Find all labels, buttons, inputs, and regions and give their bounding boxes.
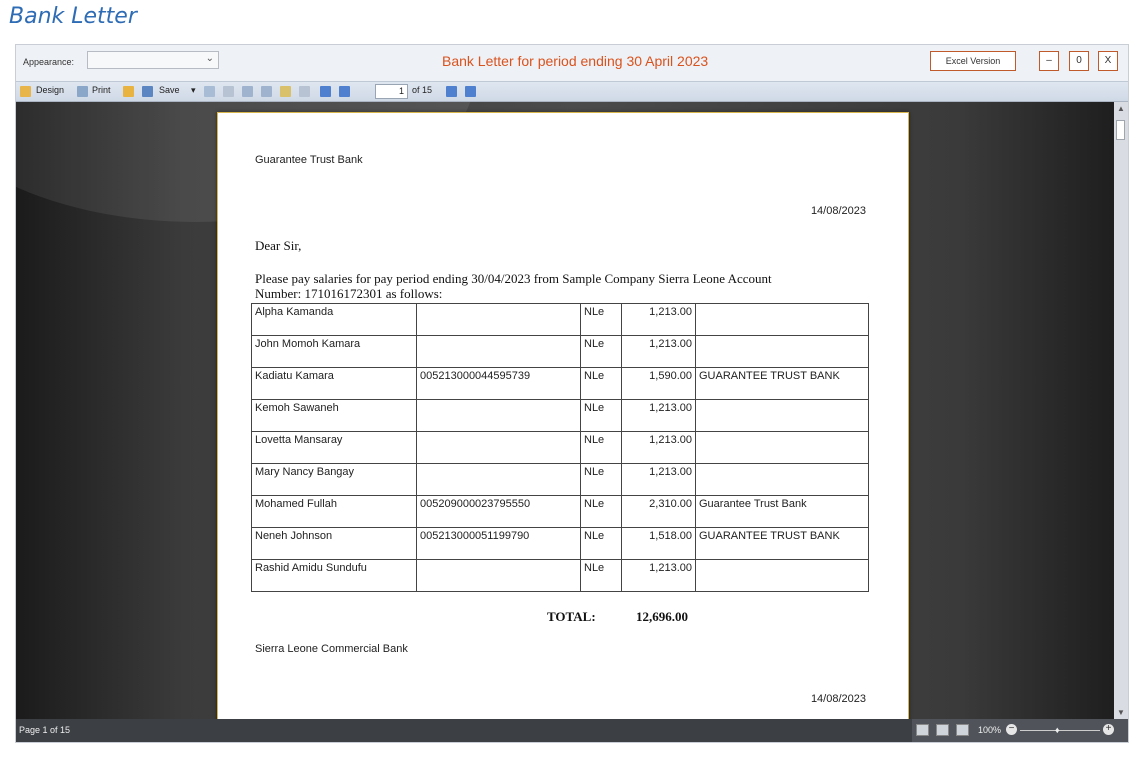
table-row: [252, 400, 869, 432]
table-row: [252, 368, 869, 400]
cell-account: [417, 464, 581, 496]
cell-currency: NLe: [581, 400, 622, 432]
page-heading: Bank Letter: [9, 4, 137, 29]
intro-line-2: Number: 171016172301 as follows:: [255, 286, 443, 301]
page-setup-icon[interactable]: [299, 86, 310, 97]
scroll-thumb[interactable]: [1116, 120, 1125, 140]
thumbnails-icon[interactable]: [280, 86, 291, 97]
cell-bank: GUARANTEE TRUST BANK: [696, 368, 869, 400]
cell-account: 005213000051199790: [417, 528, 581, 560]
multi-page-icon[interactable]: [261, 86, 272, 97]
zoom-slider-thumb[interactable]: ♦: [1055, 725, 1060, 735]
cell-account: [417, 432, 581, 464]
next-page-icon[interactable]: [446, 86, 457, 97]
zoom-level: 100%: [978, 725, 1002, 735]
cell-currency: NLe: [581, 528, 622, 560]
cell-bank: [696, 432, 869, 464]
viewer-header: [16, 45, 1128, 81]
cell-amount: 1,518.00: [622, 528, 696, 560]
cell-account: [417, 304, 581, 336]
cell-currency: NLe: [581, 304, 622, 336]
cell-currency: NLe: [581, 336, 622, 368]
table-row: [252, 336, 869, 368]
print-button[interactable]: Print: [92, 85, 111, 95]
cell-currency: NLe: [581, 560, 622, 592]
cell-name: Neneh Johnson: [252, 528, 417, 560]
last-page-icon[interactable]: [465, 86, 476, 97]
cell-account: [417, 560, 581, 592]
bank-name: Guarantee Trust Bank: [255, 154, 363, 166]
table-row: [252, 304, 869, 336]
open-folder-icon[interactable]: [123, 86, 134, 97]
appearance-select[interactable]: [87, 51, 219, 69]
letter-date: 14/08/2023: [810, 205, 866, 217]
cell-amount: 2,310.00: [622, 496, 696, 528]
cell-bank: [696, 336, 869, 368]
design-button[interactable]: Design: [36, 85, 65, 95]
table-row: [252, 464, 869, 496]
cell-name: Rashid Amidu Sundufu: [252, 560, 417, 592]
cell-amount: 1,213.00: [622, 464, 696, 496]
table-row: [252, 528, 869, 560]
status-bar: [16, 719, 1128, 742]
page-count-label: of 15: [412, 85, 433, 95]
close-button[interactable]: X: [1098, 51, 1118, 71]
cell-account: 005213000044595739: [417, 368, 581, 400]
cell-account: 005209000023795550: [417, 496, 581, 528]
cell-bank: [696, 560, 869, 592]
cell-name: Alpha Kamanda: [252, 304, 417, 336]
payment-table: [251, 303, 869, 592]
report-viewer: [15, 44, 1129, 743]
cell-name: John Momoh Kamara: [252, 336, 417, 368]
print-icon: [77, 86, 88, 97]
find-icon[interactable]: [223, 86, 234, 97]
cell-bank: GUARANTEE TRUST BANK: [696, 528, 869, 560]
cell-amount: 1,213.00: [622, 560, 696, 592]
report-canvas[interactable]: [16, 102, 1128, 719]
greeting: Dear Sir,: [255, 238, 302, 253]
continuous-view-icon[interactable]: [936, 724, 949, 736]
next-letter-date: 14/08/2023: [810, 693, 866, 705]
cell-name: Kadiatu Kamara: [252, 368, 417, 400]
cell-bank: [696, 400, 869, 432]
cell-name: Lovetta Mansaray: [252, 432, 417, 464]
save-button[interactable]: Save: [159, 85, 180, 95]
next-bank-name: Sierra Leone Commercial Bank: [255, 643, 408, 655]
zoom-slider[interactable]: [1020, 730, 1100, 731]
cell-amount: 1,213.00: [622, 336, 696, 368]
save-icon: [142, 86, 153, 97]
zoom-in-icon[interactable]: +: [1103, 724, 1114, 735]
zoom-controls: [912, 719, 1128, 742]
email-icon[interactable]: [204, 86, 215, 97]
page-number-input[interactable]: 1: [375, 84, 408, 99]
excel-version-button[interactable]: Excel Version: [930, 51, 1016, 71]
report-title: Bank Letter for period ending 30 April 2023: [442, 53, 709, 69]
design-icon: [20, 86, 31, 97]
cell-currency: NLe: [581, 432, 622, 464]
table-row: [252, 432, 869, 464]
save-dropdown-icon[interactable]: ▾: [191, 85, 196, 95]
cell-account: [417, 336, 581, 368]
total-value: 12,696.00: [636, 609, 688, 624]
vertical-scrollbar[interactable]: [1114, 102, 1128, 719]
previous-page-icon[interactable]: [339, 86, 350, 97]
multi-page-view-icon[interactable]: [956, 724, 969, 736]
restore-button[interactable]: 0: [1069, 51, 1089, 71]
table-row: [252, 560, 869, 592]
table-row: [252, 496, 869, 528]
intro-line-1: Please pay salaries for pay period ending 30/04/2023 from Sample Company Sierra Leone Account: [255, 271, 772, 286]
single-page-icon[interactable]: [242, 86, 253, 97]
chevron-down-icon: ⌄: [205, 53, 214, 64]
cell-amount: 1,213.00: [622, 400, 696, 432]
cell-amount: 1,213.00: [622, 432, 696, 464]
report-page: [217, 112, 909, 719]
cell-account: [417, 400, 581, 432]
cell-currency: NLe: [581, 368, 622, 400]
scroll-up-icon[interactable]: ▲: [1117, 104, 1125, 113]
cell-name: Mary Nancy Bangay: [252, 464, 417, 496]
report-toolbar: [16, 81, 1128, 102]
cell-currency: NLe: [581, 464, 622, 496]
cell-amount: 1,213.00: [622, 304, 696, 336]
scroll-down-icon[interactable]: ▼: [1117, 708, 1125, 717]
cell-name: Kemoh Sawaneh: [252, 400, 417, 432]
minimize-button[interactable]: –: [1039, 51, 1059, 71]
cell-name: Mohamed Fullah: [252, 496, 417, 528]
first-page-icon[interactable]: [320, 86, 331, 97]
cell-bank: Guarantee Trust Bank: [696, 496, 869, 528]
cell-bank: [696, 464, 869, 496]
total-label: TOTAL:: [547, 609, 596, 624]
cell-amount: 1,590.00: [622, 368, 696, 400]
zoom-out-icon[interactable]: −: [1006, 724, 1017, 735]
single-page-view-icon[interactable]: [916, 724, 929, 736]
page-status: Page 1 of 15: [19, 725, 71, 735]
appearance-label: Appearance:: [23, 57, 75, 67]
cell-currency: NLe: [581, 496, 622, 528]
cell-bank: [696, 304, 869, 336]
